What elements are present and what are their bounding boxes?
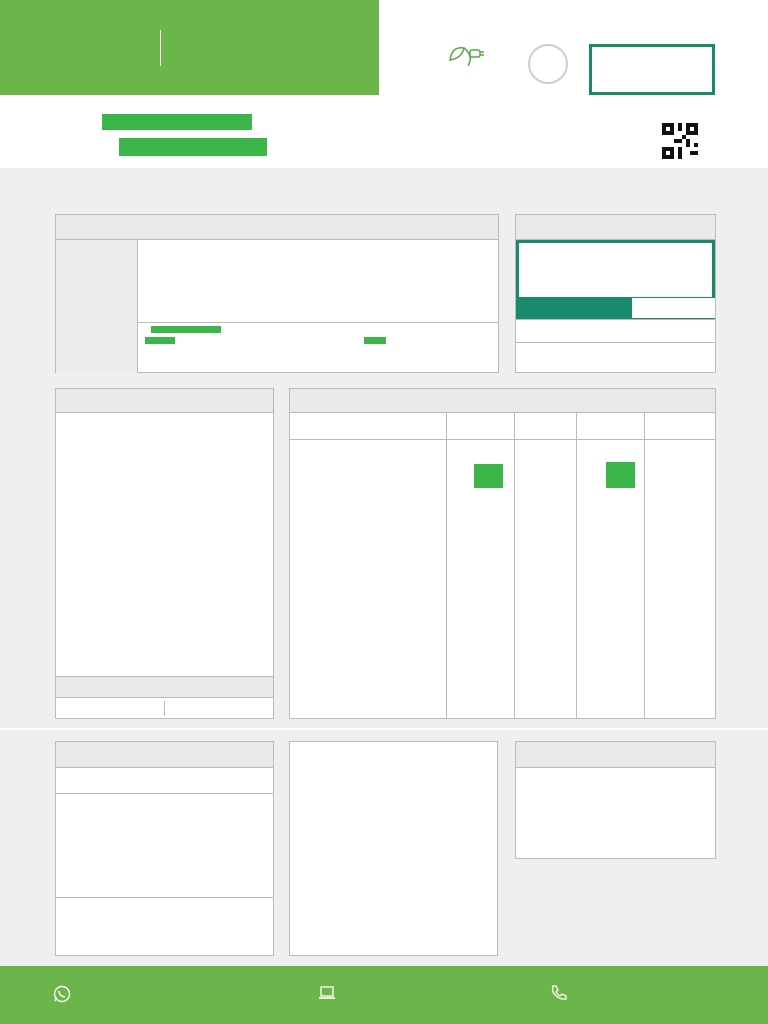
consumo-dates: [56, 240, 138, 373]
header-band: [0, 0, 379, 95]
redacted-address: [102, 114, 252, 130]
mensaje-title: [516, 742, 715, 768]
redacted-demanda: [145, 337, 175, 344]
total-panel: [515, 214, 716, 373]
whatsapp-icon: [53, 985, 71, 1006]
laptop-icon: [318, 985, 336, 1004]
historico-panel: [55, 388, 274, 719]
fact-hist-title: [56, 676, 273, 698]
hp-block: [350, 337, 386, 348]
total-title: [516, 215, 715, 240]
calificacion-divider: [138, 322, 499, 323]
client-number-box: [589, 44, 715, 95]
seal-icon: [528, 44, 568, 84]
importes-panel: [289, 388, 716, 719]
calificacion-block: [145, 326, 221, 348]
redacted-consumo: [474, 464, 503, 488]
vencimiento-bar: [516, 297, 715, 319]
historico-chart: [56, 415, 273, 515]
detalle-consumo-title: [56, 215, 498, 240]
qr-code-icon: [662, 123, 698, 161]
header-divider: [160, 30, 161, 66]
vencimiento-date: [632, 298, 715, 318]
mensaje-body: [516, 768, 715, 773]
detalle-consumo-panel: [55, 214, 499, 373]
blank-box: [289, 741, 498, 956]
redacted-resultado: [151, 326, 221, 333]
footer: [0, 966, 768, 1024]
fact-hist-values: [56, 699, 273, 719]
redacted-cobranza: [119, 138, 267, 156]
recycle-icon: [446, 42, 486, 72]
redacted-precio: [606, 462, 635, 488]
mensaje-panel: [515, 741, 716, 859]
suministro-panel: [55, 741, 274, 956]
redacted-factor: [364, 337, 386, 344]
phone-icon: [550, 984, 568, 1005]
importes-title: [290, 389, 715, 413]
historico-title: [56, 389, 273, 413]
suministro-title: [56, 742, 273, 768]
barcode-icon: [560, 345, 690, 365]
